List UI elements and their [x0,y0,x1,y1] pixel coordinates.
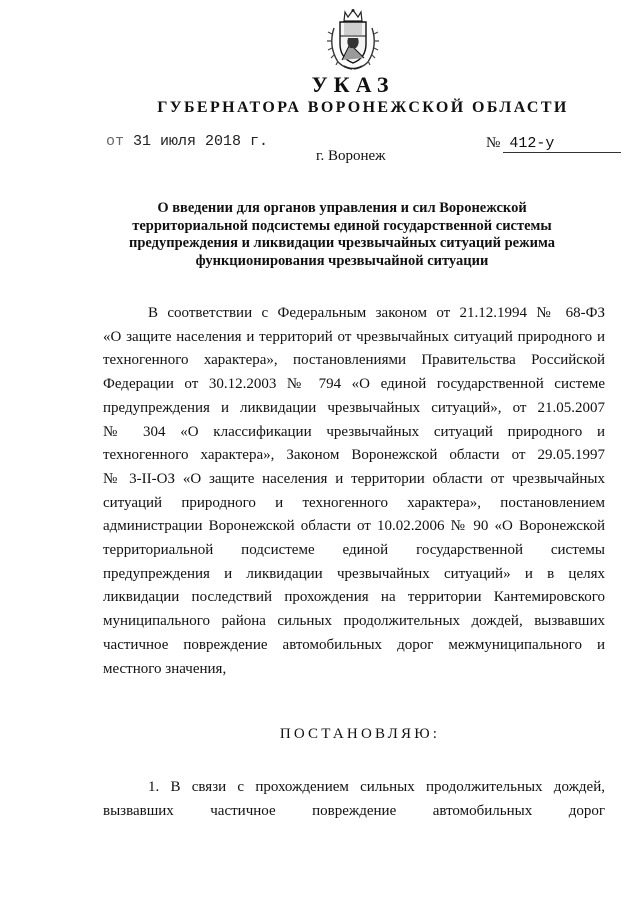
paragraph-line: ситуаций природного и техногенного характера», постановлением [103,494,605,511]
paragraph-line: техногенного характера», Законом Воронежской области от 29.05.1997 [103,447,605,464]
date-value: 31 июля 2018 г. [133,133,269,150]
voronezh-coat-of-arms-icon [324,8,382,72]
number-value: 412-у [503,135,621,153]
decree-title: УКАЗ [311,72,395,97]
paragraph-line: 1. В связи с прохождением сильных продолжительных дождей, [148,779,605,795]
preamble-paragraph [103,302,605,681]
paragraph-line: В соответствии с Федеральным законом от 21.12.1994 № 68-ФЗ [148,305,605,321]
paragraph-line: «О защите населения и территорий от чрезвычайных ситуаций природного и [103,328,605,345]
paragraph-line: частичное повреждение автомобильных дорог межмуниципального и [103,636,605,653]
heading-line: территориальной подсистемы единой государственной системы [132,217,552,234]
decree-number [486,135,621,153]
paragraph-line: вызвавших частичное повреждение автомобильных дорог [103,803,605,819]
paragraph-line: ликвидации последствий прохождения на территории Кантемировского [103,589,605,606]
paragraph-line: муниципального района сильных продолжительных дождей, вызвавших [103,613,605,630]
paragraph-line: местного значения, [103,660,227,677]
paragraph-line: Федерации от 30.12.2003 № 794 «О единой государственной системе [103,376,605,393]
paragraph-line: № 3-II-ОЗ «О защите населения и территории области от чрезвычайных [103,470,605,487]
paragraph-line: № 304 «О классификации чрезвычайных ситуаций природного и [103,423,605,440]
paragraph-line: техногенного характера», постановлениями Правительства Российской [103,352,605,369]
heading-line: функционирования чрезвычайной ситуации [195,252,489,269]
number-prefix: № [486,135,501,151]
resolve-heading: ПОСТАНОВЛЯЮ: [279,726,441,742]
paragraph-line: территориальной подсистеме единой государственной системы [103,542,605,559]
heading-line: О введении для органов управления и сил Воронежской [157,200,527,216]
clause-1 [103,775,605,823]
heading-line: предупреждения и ликвидации чрезвычайных ситуаций режима [129,235,555,251]
document-heading [118,200,566,270]
paragraph-line: предупреждения и ликвидации чрезвычайных ситуаций» и в целях [103,565,605,582]
decree-subtitle: ГУБЕРНАТОРА ВОРОНЕЖСКОЙ ОБЛАСТИ [157,99,569,116]
decree-date [106,133,268,150]
date-prefix: от [106,133,125,150]
paragraph-line: предупреждения и ликвидации чрезвычайных ситуаций», от 21.05.2007 [103,399,605,416]
paragraph-line: администрации Воронежской области от 10.02.2006 № 90 «О Воронежской [103,518,605,535]
decree-city: г. Воронеж [316,148,386,164]
